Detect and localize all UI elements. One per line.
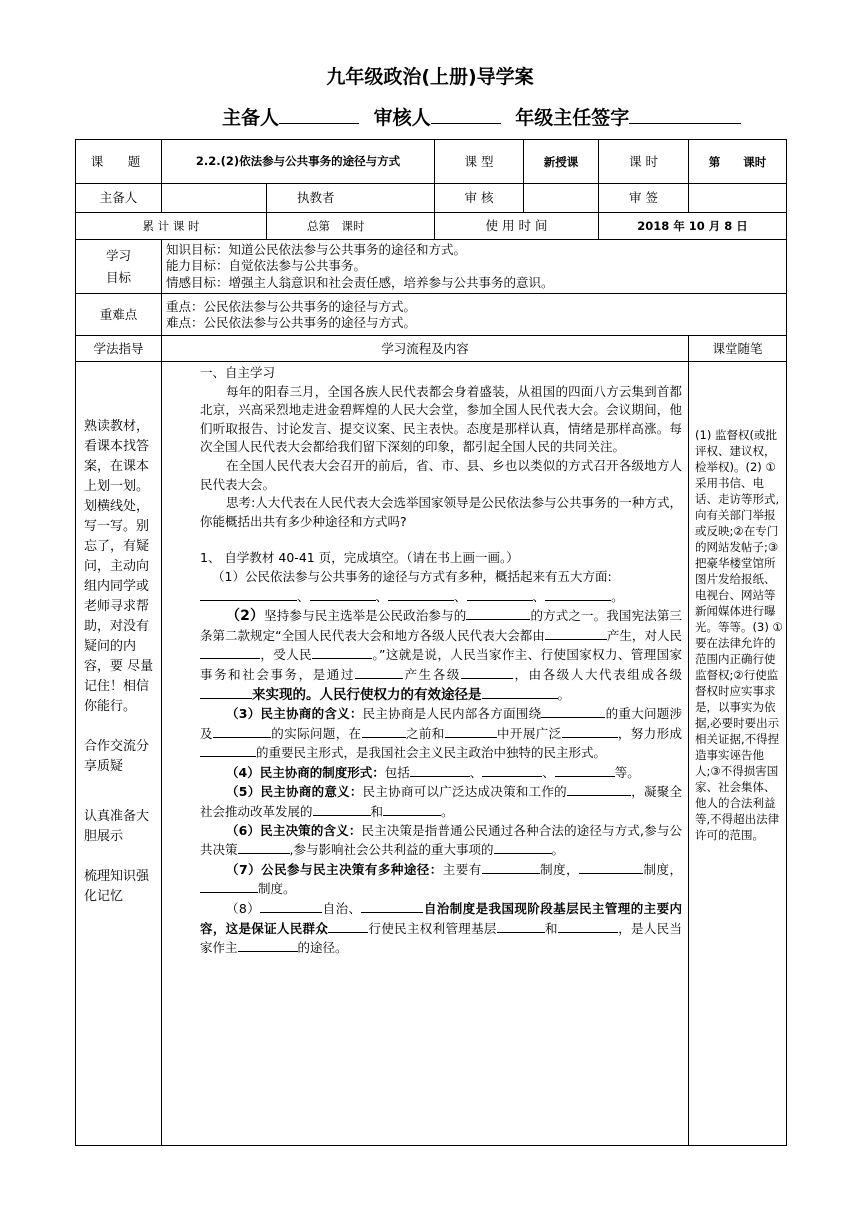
- time-row: [76, 213, 787, 240]
- period-value: 第 课时: [689, 140, 787, 184]
- director-label: 年级主任签字: [515, 107, 630, 129]
- question-3: （3）民主协商的含义：民主协商是人民内部各方面围绕 的重大问题涉及 的实际问题，在 之前和 中开展广泛 ，努力形成的重要民主形式，是我国社会主义民主政治中独特的民主形式。: [200, 706, 682, 761]
- question-7: （7）公民参与民主决策有多种途径：主要有 制度， 制度，制度。: [200, 860, 682, 899]
- question-6: （6）民主决策的含义：民主决策是指普通公民通过各种合法的途径与方式,参与公共决策 ,参与影响社会公共利益的重大事项的 。: [200, 822, 683, 858]
- passage-3: 思考:人大代表在人民代表大会选举国家领导是公民依法参与公共事务的一种方式，你能概括出共有多少种途径和方式吗?: [200, 495, 683, 529]
- sign-label: 审 签: [599, 184, 689, 213]
- keypoints-label: 重难点: [76, 294, 162, 336]
- reviewer-label: 审核人: [373, 107, 431, 129]
- preparer-label: 主备人: [222, 107, 280, 129]
- lesson-table: [75, 139, 787, 1146]
- section-heading: 一、自主学习: [200, 365, 276, 380]
- notes-text: (1) 监督权(或批评权、建议权，检举权)。(2) ①采用书信、电话、走访等形式,向有关部门举报或反映;②在专门的网站发帖子;③把豪华楼堂馆所图片发给报纸、电视台、网站等新闻媒体进行曝光。等等。(3) ①要在法律允许的范围内正确行使监督权;②行使监督权时应实事求是，以事实为依据,必要时要出示相关证据,不得捏造事实诬告他人;③不得损害国家、社会集体、他人的合法利益等,不得超出法律许可的范围。: [695, 428, 783, 842]
- topic-value: 2.2.(2)依法参与公共事务的途径与方式: [162, 140, 435, 184]
- guide-item: 梳理知识强化记忆: [84, 869, 150, 904]
- preparer-cell-label: 主备人: [76, 184, 162, 213]
- goals-label: 学习 目标: [76, 240, 162, 294]
- goals-content: [162, 240, 787, 294]
- task-instruction: 1、 自学教材 40-41 页，完成填空。（请在书上画一画。）: [200, 550, 519, 566]
- cumulative-label: 累 计 课 时: [76, 213, 267, 240]
- goal-knowledge: 知识目标：知道公民依法参与公共事务的途径和方式。: [166, 241, 467, 257]
- question-1: （1）公民依法参与公共事务的途径与方式有多种，概括起来有五大方面:: [212, 568, 612, 584]
- flow-header: 学习流程及内容: [162, 336, 689, 362]
- keypoints-row: [76, 294, 787, 336]
- goals-row: [76, 240, 787, 294]
- guide-header: 学法指导: [76, 336, 162, 362]
- question-1-blanks[interactable]: 、 、 、 、 。: [200, 587, 682, 607]
- usetime-label: 使 用 时 间: [435, 213, 599, 240]
- reviewer-blank[interactable]: [431, 105, 501, 124]
- teacher-label: 执教者: [267, 184, 435, 213]
- guide-item: 认真准备大胆展示: [84, 809, 150, 844]
- question-5: （5）民主协商的意义：民主协商可以广泛达成决策和工作的 ，凝聚全社会推动改革发展的 和 。: [200, 784, 682, 820]
- question-8: （8） 自治、 自治制度是我国现阶段基层民主管理的主要内容，这是保证人民群众 行使民主权利管理基层 和 ，是人民当家作主 的途径。: [200, 901, 682, 956]
- guide-column: [76, 362, 162, 1146]
- guide-item: 熟读教材，看课本找答案，在课本上划一划。划横线处，写一写。别忘了，有疑问，主动向组内同学或老师寻求帮助，对没有疑问的内容，要 尽量记住！相信你能行。: [84, 419, 154, 714]
- notes-column: [689, 362, 787, 1146]
- passage-1: 每年的阳春三月，全国各族人民代表都会身着盛装，从祖国的四面八方云集到首都北京，兴高采烈地走进金碧辉煌的人民大会堂，参加全国人民代表大会。会议期间，他们听取报告、讨论发言、提交议案、民主表快。态度是那样认真，情绪是那样高涨。每次全国人民代表大会都给我们留下深刻的印象，都引起全国人民的共同关注。: [200, 383, 683, 455]
- sign-value[interactable]: [689, 184, 787, 213]
- focus-text: 重点：公民依法参与公共事务的途径与方式。: [166, 298, 417, 314]
- preparer-blank[interactable]: [279, 105, 359, 124]
- keypoints-content: [162, 294, 787, 336]
- question-2: （2）坚持参与民主选举是公民政治参与的 的方式之一。我国宪法第三条第二款规定“全国人民代表大会和地方各级人民代表大会都由 产生，对人民，受人民 。”这就是说，人民当家作主、行使国家权力、管理国家事务和社会事务，是通过 产生各级 ，由各级人大代表组成各级来实现的。人民行使权力的有效途径是 。: [200, 608, 683, 703]
- topic-label: 课 题: [76, 140, 162, 184]
- audit-label: 审 核: [435, 184, 524, 213]
- guide-item: 合作交流分享质疑: [84, 739, 150, 774]
- staff-row: [76, 184, 787, 213]
- question-4: （4）民主协商的制度形式：包括 、 、 等。: [226, 764, 640, 780]
- preparer-cell-value[interactable]: [162, 184, 267, 213]
- difficulty-text: 难点：公民依法参与公共事务的途径与方式。: [166, 314, 417, 330]
- passage-2: 在全国人民代表大会召开的前后，省、市、县、乡也以类似的方式召开各级地方人民代表大会。: [200, 457, 683, 492]
- director-blank[interactable]: [629, 105, 741, 124]
- date-value: 2018 年 10 月 8 日: [599, 213, 787, 240]
- document-title: 九年级政治(上册)导学案: [326, 66, 534, 88]
- period-label: 课 时: [599, 140, 689, 184]
- signature-line: [222, 103, 741, 130]
- content-row: [76, 362, 787, 1146]
- topic-row: [76, 140, 787, 184]
- column-header-row: [76, 336, 787, 362]
- type-value: 新授课: [524, 140, 599, 184]
- type-label: 课 型: [435, 140, 524, 184]
- goal-emotion: 情感目标：增强主人翁意识和社会责任感，培养参与公共事务的意识。: [166, 274, 554, 290]
- flow-content: [162, 362, 689, 1146]
- goal-ability: 能力目标：自觉依法参与公共事务。: [166, 258, 367, 274]
- total-label: 总第 课时: [267, 213, 435, 240]
- audit-value[interactable]: [524, 184, 599, 213]
- notes-header: 课堂随笔: [689, 336, 787, 362]
